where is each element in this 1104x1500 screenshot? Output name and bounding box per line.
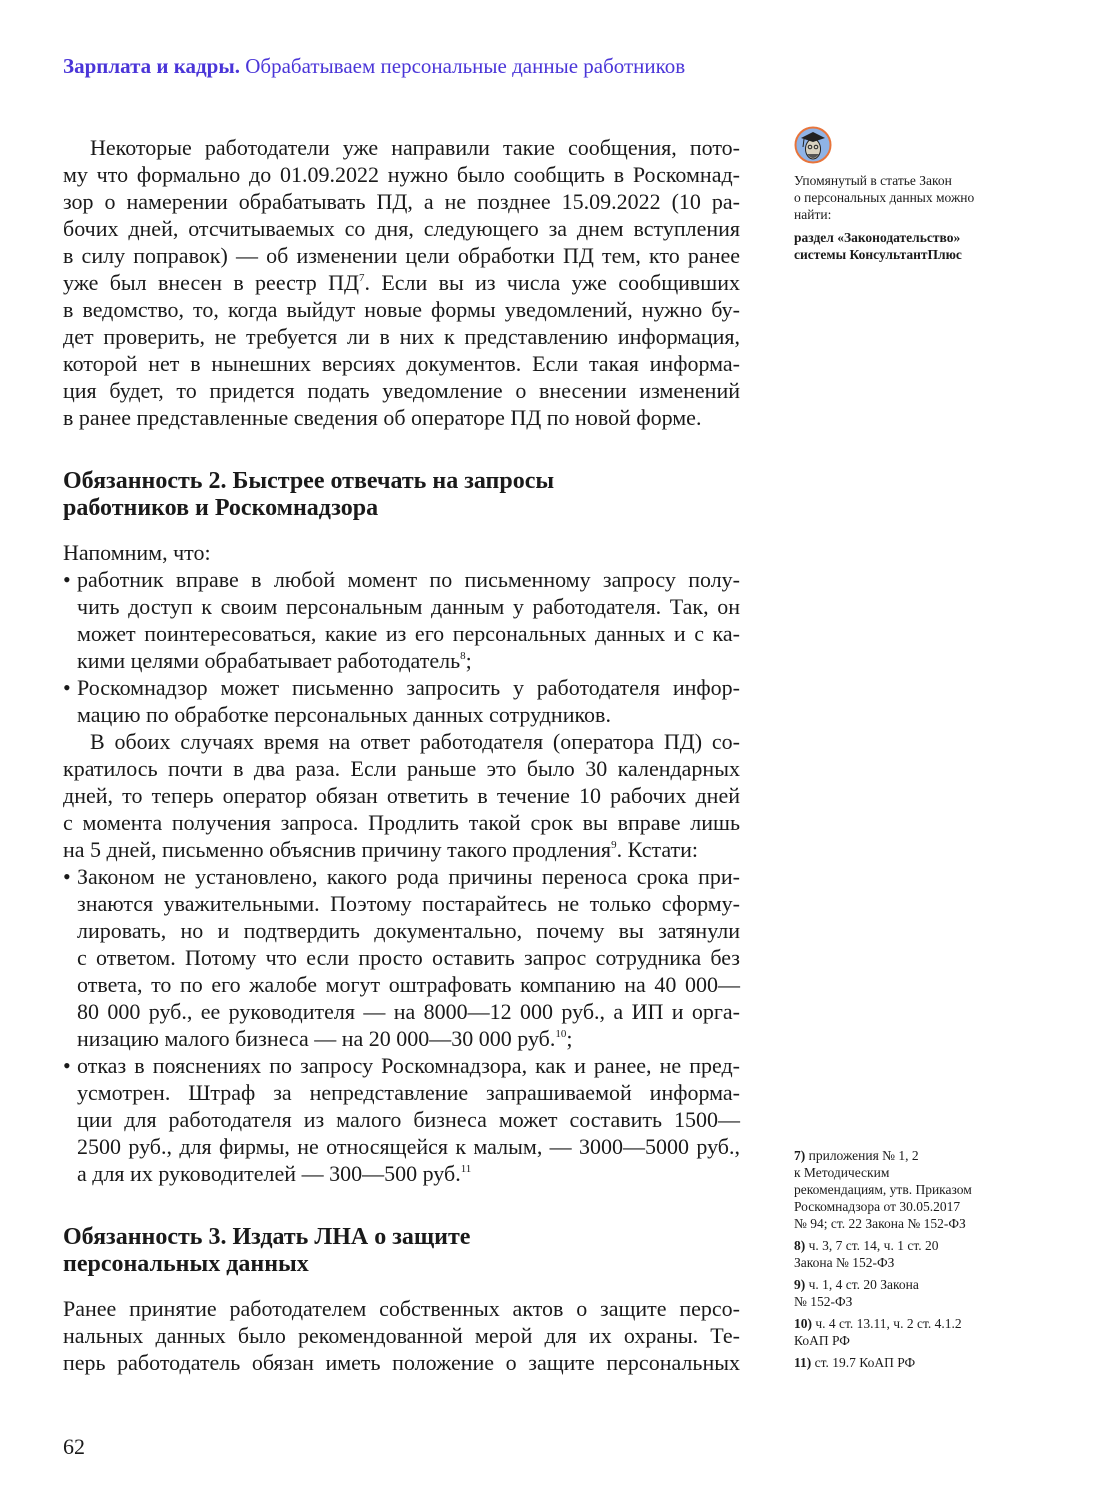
text-line: Обязанность 2. Быстрее отвечать на запросы	[63, 468, 555, 494]
footnote-text: № 152-ФЗ	[794, 1294, 853, 1309]
text-segment: кими целями обрабатывает работодатель	[77, 648, 461, 673]
footnote	[794, 1237, 1024, 1271]
footnote-number: 11)	[794, 1355, 812, 1370]
text-line: в ведомство, то, когда выйдут новые формы уведомлений, нужно бу-	[63, 297, 740, 322]
footnote-line	[794, 1237, 1024, 1254]
article-body	[63, 134, 740, 1376]
footnote-line	[794, 1315, 1024, 1332]
footnote-line	[794, 1181, 1024, 1198]
text-segment: ;	[566, 1026, 573, 1051]
text-line	[63, 269, 740, 296]
footnote-line	[794, 1147, 1024, 1164]
text-line	[63, 836, 740, 863]
footnote-text: ч. 3, 7 ст. 14, ч. 1 ст. 20	[808, 1238, 939, 1253]
footnote	[794, 1354, 1024, 1371]
text-line: ции для работодателя из малого бизнеса может составить 1500—	[77, 1107, 740, 1132]
footnote-line	[794, 1254, 1024, 1271]
text-line: с момента получения запроса. Продлить такой срок вы вправе лишь	[63, 810, 740, 835]
footnote-text: ч. 4 ст. 13.11, ч. 2 ст. 4.1.2	[815, 1316, 962, 1331]
footnote	[794, 1147, 1024, 1232]
footnote-ref: 8	[460, 650, 466, 662]
footnote-number: 9)	[794, 1277, 806, 1292]
footnote-ref: 11	[460, 1163, 472, 1175]
text-line: ответа, то по его жалобе могут оштрафовать компанию на 40 000—	[77, 972, 740, 997]
footnote-line	[794, 1215, 1024, 1232]
sidebar-note	[794, 172, 1024, 263]
footnote-number: 7)	[794, 1148, 806, 1163]
paragraph	[63, 539, 740, 566]
page-number: 62	[63, 1434, 85, 1459]
footnote-line	[794, 1354, 1024, 1371]
text-line: нальных данных было рекомендованной мерой для их охраны. Те-	[63, 1323, 740, 1348]
text-line: знаются уважительными. Поэтому постарайтесь не только сформу-	[77, 891, 740, 916]
text-line: • Роскомнадзор может письменно запросить у работодателя инфор-	[77, 675, 740, 700]
text-line: дней, то теперь оператор обязан ответить в течение 10 рабочих дней	[63, 783, 740, 808]
text-segment: а для их руководителей — 300—500 руб.	[77, 1161, 461, 1186]
bullet-item	[63, 674, 740, 728]
text-line: персональных данных	[63, 1251, 309, 1277]
text-line: Напомним, что:	[63, 540, 211, 565]
text-line: может поинтересоваться, какие из его персональных данных и с ка-	[77, 621, 740, 646]
footnote-ref: 9	[611, 839, 617, 851]
footnote-text: Роскомнадзора от 30.05.2017	[794, 1199, 961, 1214]
text-line: Ранее принятие работодателем собственных актов о защите персо-	[63, 1296, 740, 1321]
footnote-text: рекомендациям, утв. Приказом	[794, 1182, 972, 1197]
sidebar-note-line: Упомянутый в статье Закон	[794, 173, 952, 188]
footnote	[794, 1315, 1024, 1349]
footnote-text: ч. 1, 4 ст. 20 Закона	[808, 1277, 919, 1292]
text-line: В обоих случаях время на ответ работодателя (оператора ПД) со-	[90, 729, 740, 754]
header-section: Зарплата и кадры.	[63, 54, 241, 78]
text-line	[77, 1025, 740, 1052]
text-line: • Законом не установлено, какого рода причины переноса срока при-	[77, 864, 740, 889]
footnote-number: 10)	[794, 1316, 812, 1331]
footnote	[794, 1276, 1024, 1310]
text-line: 2500 руб., для фирмы, не относящейся к малым, — 3000—5000 руб.,	[77, 1134, 740, 1159]
footnote-text: № 94; ст. 22 Закона № 152-ФЗ	[794, 1216, 966, 1231]
text-line: перь работодатель обязан иметь положение о защите персональных	[63, 1350, 740, 1375]
bullet-item	[63, 566, 740, 674]
text-line: Некоторые работодатели уже направили такие сообщения, пото-	[90, 135, 740, 160]
text-line: в силу поправок) — об изменении цели обработки ПД тем, кто ранее	[63, 243, 740, 268]
text-line: работников и Роскомнадзора	[63, 495, 379, 521]
bullet-item	[63, 1052, 740, 1187]
footnote-text: ст. 19.7 КоАП РФ	[814, 1355, 916, 1370]
text-line	[77, 647, 740, 674]
footnote-line	[794, 1198, 1024, 1215]
footnote-ref: 10	[555, 1028, 567, 1040]
paragraph	[63, 1295, 740, 1376]
footnote-text: приложения № 1, 2	[808, 1148, 919, 1163]
text-line: • работник вправе в любой момент по письменному запросу полу-	[77, 567, 740, 592]
sidebar-note-line: о персональных данных можно	[794, 190, 975, 205]
footnote-text: Закона № 152-ФЗ	[794, 1255, 895, 1270]
footnote-line	[794, 1293, 1024, 1310]
text-line: чить доступ к своим персональным данным у работодателя. Так, он	[77, 594, 740, 619]
text-line: Обязанность 3. Издать ЛНА о защите	[63, 1224, 471, 1250]
footnote-line	[794, 1332, 1024, 1349]
paragraph	[63, 728, 740, 863]
text-segment: . Кстати:	[616, 837, 699, 862]
text-line: лировать, но и подтвердить документально, почему вы затянули	[77, 918, 740, 943]
footnote-ref: 7	[359, 272, 365, 284]
bullet-item	[63, 863, 740, 1052]
text-line: усмотрен. Штраф за непредставление запрашиваемой информа-	[77, 1080, 740, 1105]
text-line: с ответом. Потому что если просто оставить запрос сотрудника без	[77, 945, 740, 970]
header-title: Обрабатываем персональные данные работников	[245, 54, 686, 78]
text-line: ция будет, то придется подать уведомление о внесении изменений	[63, 378, 740, 403]
section-heading	[63, 468, 740, 522]
running-header	[63, 54, 685, 79]
text-segment: низацию малого бизнеса — на 20 000—30 000 руб.	[77, 1026, 556, 1051]
text-line: зор о намерении обрабатывать ПД, а не позднее 15.09.2022 (10 ра-	[63, 189, 740, 214]
footnote-number: 8)	[794, 1238, 806, 1253]
text-segment: ;	[465, 648, 472, 673]
text-line: дет проверить, не требуется ли в них к представлению информация,	[63, 324, 740, 349]
footnotes	[794, 1147, 1024, 1376]
text-line: бочих дней, отсчитываемых со дня, следующего за днем вступления	[63, 216, 740, 241]
section-heading	[63, 1224, 740, 1278]
footnote-text: КоАП РФ	[794, 1333, 850, 1348]
professor-avatar-icon	[794, 126, 832, 164]
text-line	[77, 1160, 740, 1187]
text-line: мацию по обработке персональных данных сотрудников.	[77, 702, 611, 727]
sidebar-note-bold-line: системы КонсультантПлюс	[794, 247, 962, 262]
text-line: му что формально до 01.09.2022 нужно было сообщить в Роскомнад-	[63, 162, 740, 187]
footnote-line	[794, 1164, 1024, 1181]
text-segment: на 5 дней, письменно объяснив причину такого продления	[63, 837, 612, 862]
text-line: в ранее представленные сведения об операторе ПД по новой форме.	[63, 405, 702, 430]
footnote-line	[794, 1276, 1024, 1293]
text-segment: уже был внесен в реестр ПД	[63, 270, 359, 295]
text-line: 80 000 руб., ее руководителя — на 8000—12 000 руб., а ИП и орга-	[77, 999, 740, 1024]
sidebar-note-bold-line: раздел «Законодательство»	[794, 230, 961, 245]
footnote-text: к Методическим	[794, 1165, 890, 1180]
paragraph	[63, 134, 740, 431]
text-segment: . Если вы из числа уже сообщивших	[364, 270, 741, 295]
text-line: • отказ в пояснениях по запросу Роскомнадзора, как и ранее, не пред-	[77, 1053, 740, 1078]
text-line: кратилось почти в два раза. Если раньше это было 30 календарных	[63, 756, 740, 781]
sidebar-note-line: найти:	[794, 207, 832, 222]
text-line: которой нет в нынешних версиях документов. Если такая информа-	[63, 351, 740, 376]
